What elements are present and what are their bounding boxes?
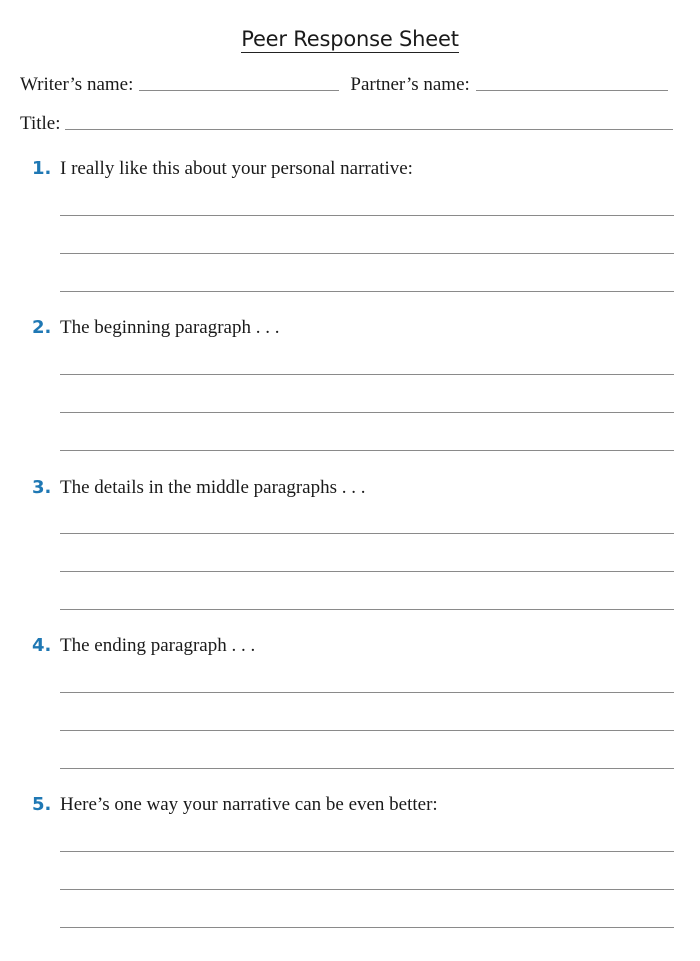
question-5: [32, 794, 438, 816]
answer-line[interactable]: [60, 927, 674, 928]
title-label: Title:: [20, 113, 61, 134]
writer-name-row: [20, 74, 668, 96]
question-text: I really like this about your personal narrative:: [60, 158, 413, 179]
page-title: Peer Response Sheet: [241, 27, 459, 51]
answer-line[interactable]: [60, 215, 674, 216]
question-number: 1.: [32, 158, 52, 179]
answer-line[interactable]: [60, 571, 674, 572]
question-2: [32, 317, 279, 339]
question-number: 3.: [32, 477, 52, 498]
writer-name-field[interactable]: [139, 90, 339, 91]
question-number: 5.: [32, 794, 52, 815]
writer-name-label: Writer’s name:: [20, 74, 134, 95]
partner-name-field[interactable]: [476, 90, 668, 91]
question-text: The details in the middle paragraphs . . .: [60, 477, 366, 498]
question-4: [32, 635, 255, 657]
question-text: The ending paragraph . . .: [60, 635, 256, 656]
answer-line[interactable]: [60, 533, 674, 534]
answer-line[interactable]: [60, 450, 674, 451]
partner-name-label: Partner’s name:: [350, 74, 470, 95]
answer-line[interactable]: [60, 374, 674, 375]
title-row: [20, 113, 673, 135]
question-3: [32, 477, 366, 499]
question-text: Here’s one way your narrative can be even better:: [60, 794, 438, 815]
answer-line[interactable]: [60, 412, 674, 413]
answer-line[interactable]: [60, 730, 674, 731]
question-number: 4.: [32, 635, 52, 656]
answer-line[interactable]: [60, 253, 674, 254]
answer-line[interactable]: [60, 291, 674, 292]
title-field[interactable]: [65, 129, 673, 130]
answer-line[interactable]: [60, 692, 674, 693]
answer-line[interactable]: [60, 851, 674, 852]
question-1: [32, 158, 413, 180]
question-number: 2.: [32, 317, 52, 338]
answer-line[interactable]: [60, 609, 674, 610]
question-text: The beginning paragraph . . .: [60, 317, 280, 338]
answer-line[interactable]: [60, 768, 674, 769]
answer-line[interactable]: [60, 889, 674, 890]
